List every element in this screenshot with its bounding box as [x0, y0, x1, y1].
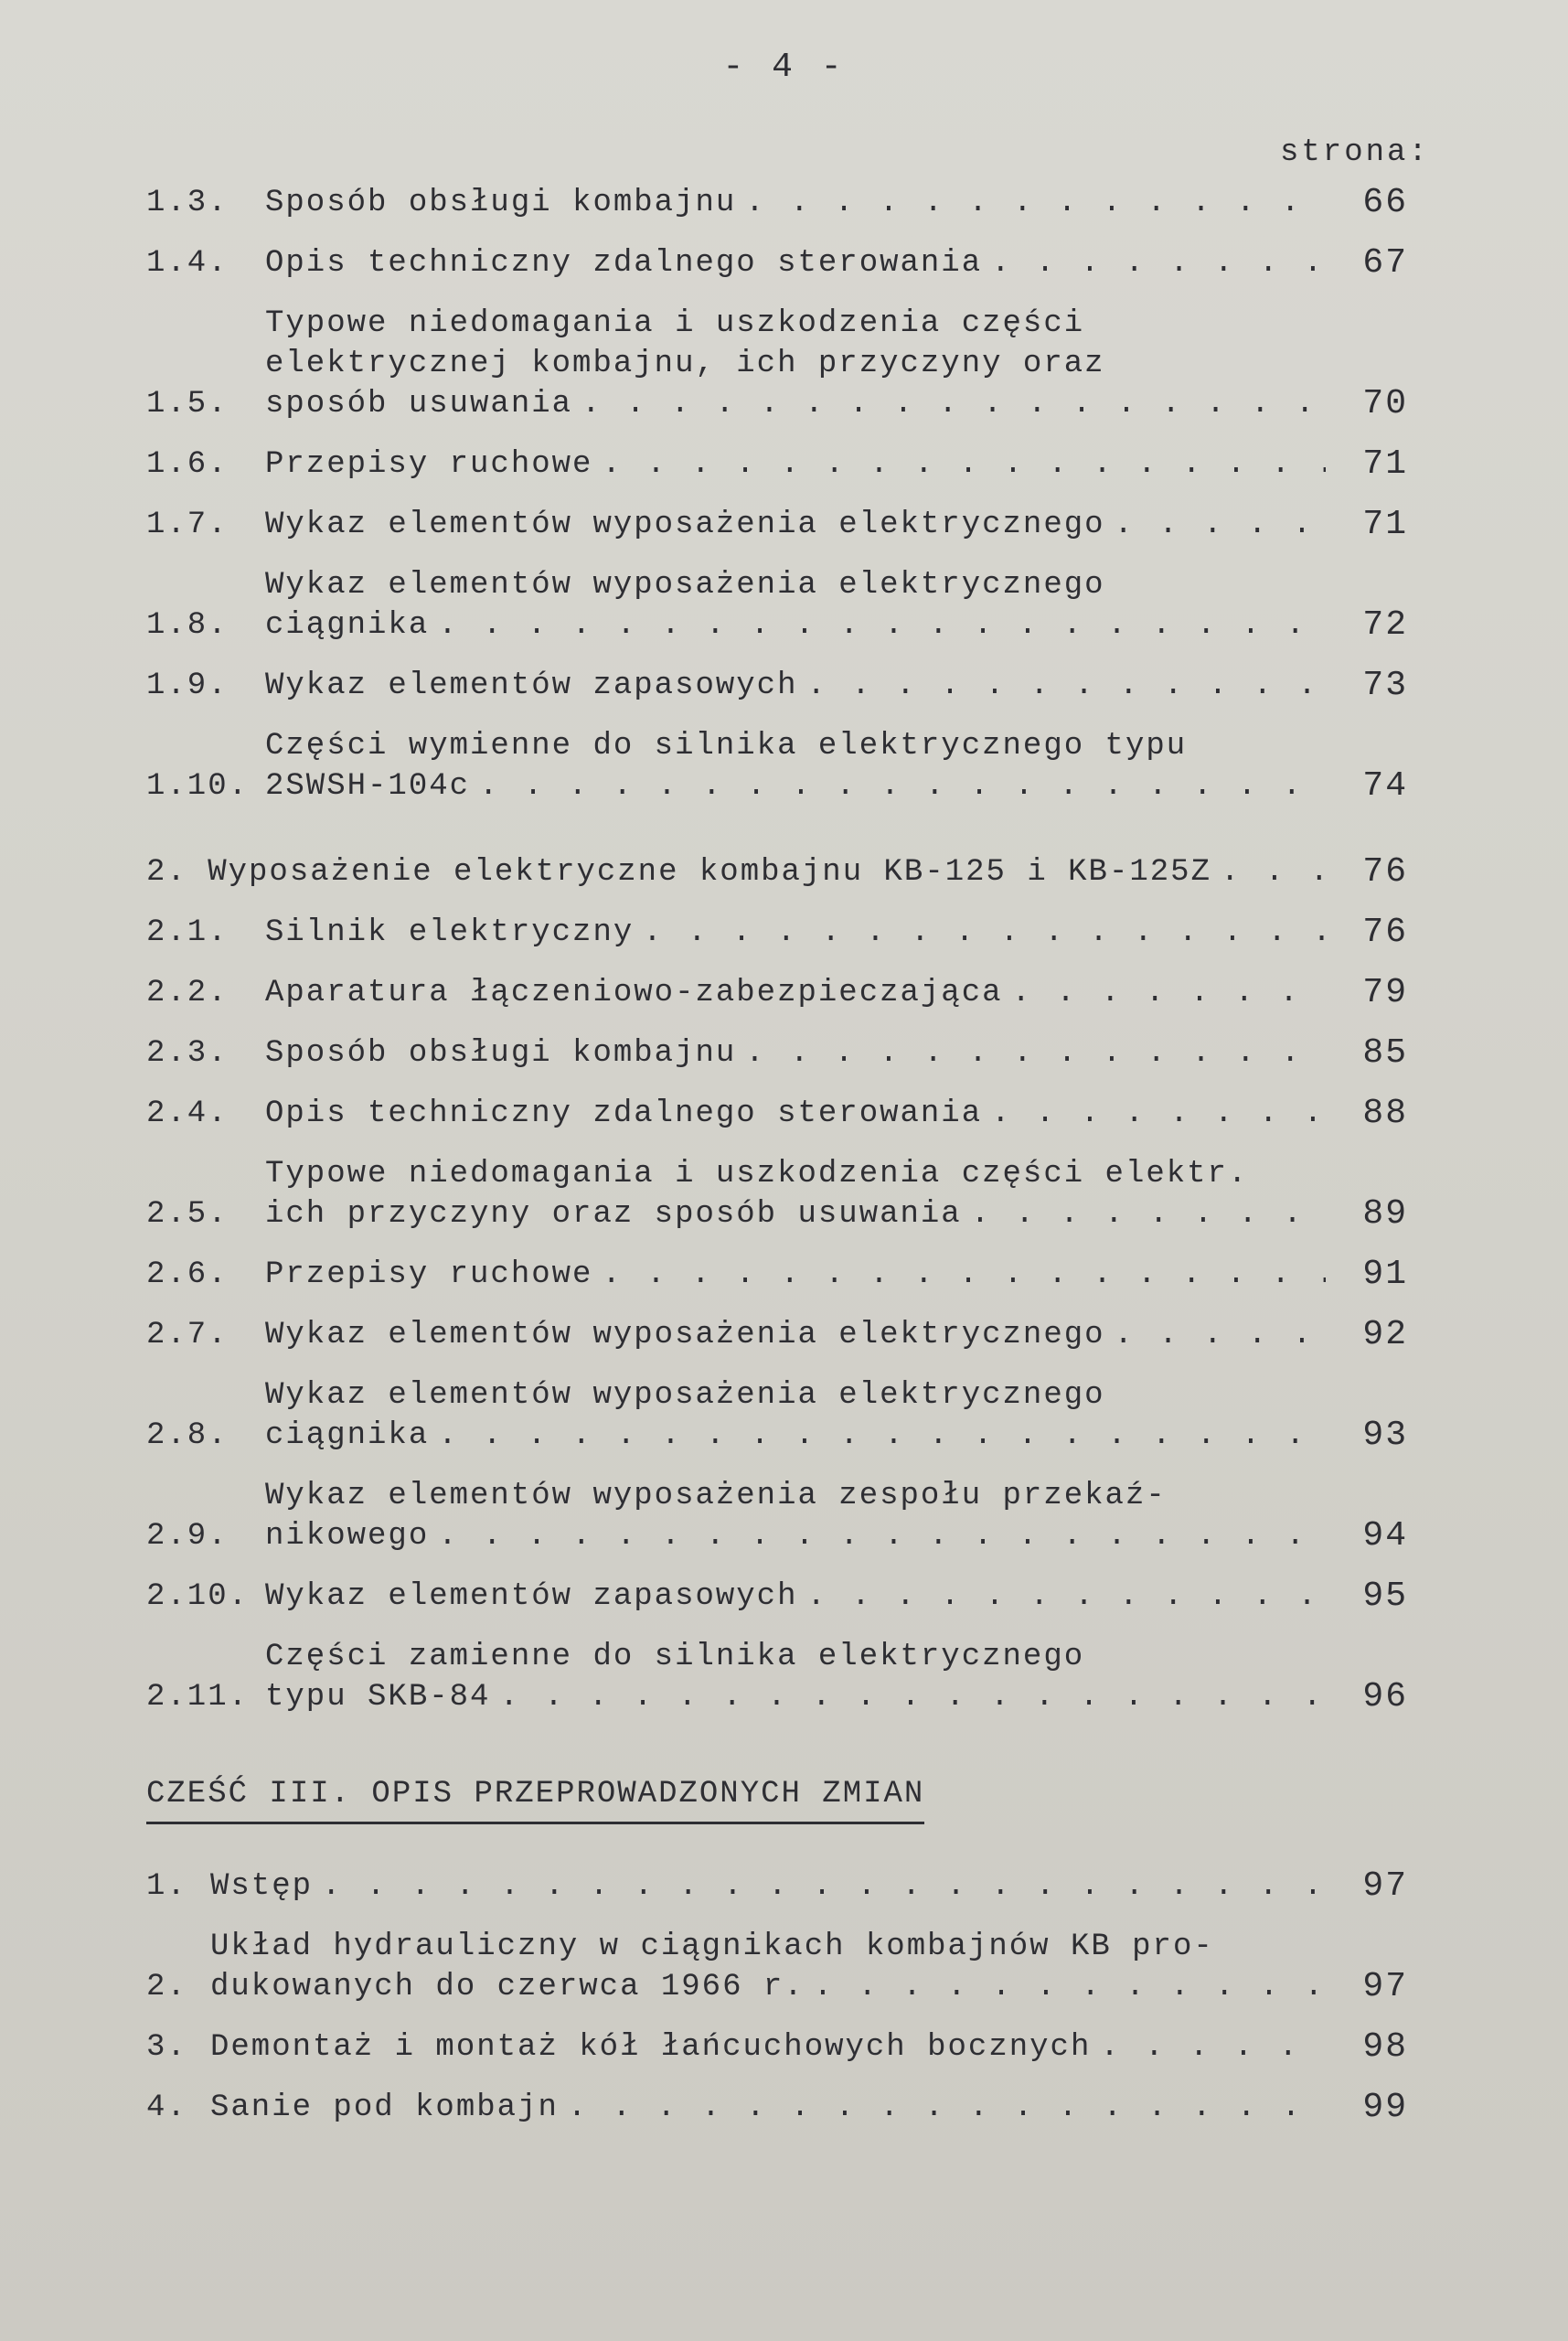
toc-entry-page: 92 — [1362, 1315, 1408, 1354]
toc-entry — [146, 1315, 1408, 1355]
toc-entry — [146, 1476, 1408, 1556]
dot-leader — [602, 1255, 1326, 1295]
toc-entry-number: 2.7. — [146, 1318, 229, 1352]
toc-entry — [146, 2027, 1408, 2068]
dot-leader — [1100, 2027, 1326, 2068]
toc-entry — [146, 666, 1408, 706]
page-number: - 4 - — [722, 48, 846, 87]
toc-entry-text: Demontaż i montaż kół łańcuchowych bocznych — [210, 2030, 1092, 2065]
toc-entry — [146, 505, 1408, 545]
toc-entry — [146, 1375, 1408, 1456]
toc-entry-page: 96 — [1362, 1677, 1408, 1716]
toc-entry-number: 1.4. — [146, 246, 229, 281]
toc-entry-number: 2.9. — [146, 1519, 229, 1554]
dot-leader — [581, 384, 1326, 424]
toc-entry-line: Wykaz elementów wyposażenia elektrycznego — [265, 1378, 1105, 1413]
toc-entry-text: Wykaz elementów wyposażenia elektrycznego — [265, 508, 1105, 542]
dot-leader — [807, 1577, 1327, 1617]
toc-entry-number: 2.8. — [146, 1418, 229, 1453]
toc-entry-number: 2. — [146, 1970, 187, 2004]
toc-entry-page: 85 — [1362, 1033, 1408, 1073]
toc-entry — [146, 565, 1408, 646]
part-3-title: CZEŚĆ III. OPIS PRZEPROWADZONYCH ZMIAN — [146, 1774, 924, 1824]
toc-entry-page: 67 — [1362, 243, 1408, 283]
toc-entry-text: ciągnika — [265, 608, 430, 643]
toc-entry-text: dukowanych do czerwca 1966 r. — [210, 1970, 805, 2004]
dot-leader — [814, 1967, 1326, 2007]
toc-entry-text: ciągnika — [265, 1418, 430, 1453]
toc-entry-text: Aparatura łączeniowo-zabezpieczająca — [265, 976, 1003, 1010]
dot-leader — [807, 666, 1327, 706]
toc-entry-text: Opis techniczny zdalnego sterowania — [265, 1096, 983, 1131]
toc-entry-number: 1.3. — [146, 186, 229, 220]
dot-leader — [971, 1194, 1326, 1235]
toc-entry — [146, 973, 1408, 1013]
toc-entry-line: Typowe niedomagania i uszkodzenia części — [265, 306, 1085, 341]
section-gap — [146, 827, 1408, 852]
dot-leader — [1221, 852, 1326, 893]
toc-entry-page: 71 — [1362, 505, 1408, 544]
toc-entry — [146, 1866, 1408, 1907]
toc-entry-text: typu SKB-84 — [265, 1680, 491, 1715]
toc-entry — [146, 243, 1408, 283]
toc-entry-line: Części wymienne do silnika elektrycznego typu — [265, 729, 1188, 764]
toc-entry-number: 2.3. — [146, 1036, 229, 1071]
toc-entry-page: 91 — [1362, 1255, 1408, 1294]
dot-leader — [745, 183, 1326, 223]
toc-entry-number: 1.10. — [146, 769, 250, 804]
toc-entry-number: 3. — [146, 2030, 187, 2065]
dot-leader — [1115, 1315, 1326, 1355]
toc-entry-line: Typowe niedomagania i uszkodzenia części elektr. — [265, 1157, 1249, 1192]
toc-entry-page: 72 — [1362, 605, 1408, 645]
toc-entry-page: 88 — [1362, 1094, 1408, 1133]
dot-leader — [438, 605, 1326, 646]
toc-entry-number: 2.4. — [146, 1096, 229, 1131]
dot-leader — [322, 1866, 1326, 1907]
toc-entry-page: 98 — [1362, 2027, 1408, 2067]
dot-leader — [643, 913, 1326, 953]
toc-entry-number: 1.6. — [146, 447, 229, 482]
toc-entry-text: Wykaz elementów wyposażenia elektrycznego — [265, 1318, 1105, 1352]
dot-leader — [438, 1516, 1326, 1556]
table-of-contents — [146, 183, 1408, 2148]
toc-entry-number: 2.2. — [146, 976, 229, 1010]
toc-entry — [146, 1577, 1408, 1617]
toc-section-2 — [146, 913, 1408, 1717]
toc-entry-text: nikowego — [265, 1519, 430, 1554]
toc-entry-number: 2.6. — [146, 1257, 229, 1292]
toc-entry-page: 66 — [1362, 183, 1408, 222]
toc-entry — [146, 183, 1408, 223]
toc-entry-text: Przepisy ruchowe — [265, 447, 593, 482]
toc-entry-text: Silnik elektryczny — [265, 915, 635, 950]
toc-entry-text: Wykaz elementów zapasowych — [265, 668, 798, 703]
toc-entry-line: elektrycznej kombajnu, ich przyczyny oraz — [265, 347, 1105, 381]
toc-section-3 — [146, 1866, 1408, 2128]
toc-entry — [146, 1255, 1408, 1295]
toc-entry-line: Części zamienne do silnika elektrycznego — [265, 1640, 1085, 1674]
toc-entry-text: Wykaz elementów zapasowych — [265, 1579, 798, 1614]
toc-entry-page: 97 — [1362, 1967, 1408, 2006]
toc-entry-number: 1.9. — [146, 668, 229, 703]
toc-entry-text: Sanie pod kombajn — [210, 2090, 559, 2125]
toc-entry-number: 1. — [146, 1869, 187, 1904]
toc-entry-number: 1.8. — [146, 608, 229, 643]
toc-entry — [146, 444, 1408, 485]
toc-entry-page: 74 — [1362, 766, 1408, 806]
toc-entry-number: 2.10. — [146, 1579, 250, 1614]
toc-entry-text: 2. Wyposażenie elektryczne kombajnu KB-125 i KB-125Z — [146, 855, 1211, 890]
toc-entry — [146, 2088, 1408, 2128]
toc-entry-number: 4. — [146, 2090, 187, 2125]
dot-leader — [745, 1033, 1326, 1074]
toc-entry-number: 2.11. — [146, 1680, 250, 1715]
toc-entry — [146, 1637, 1408, 1717]
toc-section-2-heading — [146, 852, 1408, 893]
toc-entry-text: Przepisy ruchowe — [265, 1257, 593, 1292]
toc-entry-page: 93 — [1362, 1416, 1408, 1455]
toc-entry-line: Wykaz elementów wyposażenia zespołu przekaź- — [265, 1479, 1167, 1513]
dot-leader — [438, 1416, 1326, 1456]
toc-entry-page: 95 — [1362, 1577, 1408, 1616]
toc-entry-page: 89 — [1362, 1194, 1408, 1234]
toc-entry-number: 1.7. — [146, 508, 229, 542]
toc-entry-page: 97 — [1362, 1866, 1408, 1906]
toc-entry-text: Sposób obsługi kombajnu — [265, 1036, 737, 1071]
toc-entry-text: Opis techniczny zdalnego sterowania — [265, 246, 983, 281]
toc-entry — [146, 913, 1408, 953]
toc-entry — [146, 1154, 1408, 1235]
toc-entry-text: sposób usuwania — [265, 387, 573, 422]
toc-entry — [146, 726, 1408, 807]
toc-entry-page: 76 — [1362, 913, 1408, 952]
toc-entry-page: 73 — [1362, 666, 1408, 705]
dot-leader — [479, 766, 1326, 807]
toc-entry-text: Sposób obsługi kombajnu — [265, 186, 737, 220]
dot-leader — [991, 1094, 1326, 1134]
toc-entry — [146, 1033, 1408, 1074]
toc-entry-text: Wstęp — [210, 1869, 314, 1904]
dot-leader — [1012, 973, 1326, 1013]
toc-entry-page: 70 — [1362, 384, 1408, 423]
toc-entry-text: ich przyczyny oraz sposób usuwania — [265, 1197, 962, 1232]
toc-entry — [146, 1927, 1408, 2007]
column-header-strona: strona: — [1280, 135, 1430, 170]
dot-leader — [991, 243, 1326, 283]
toc-entry-line: Wykaz elementów wyposażenia elektrycznego — [265, 568, 1105, 603]
toc-entry-line: Układ hydrauliczny w ciągnikach kombajnów KB pro- — [210, 1929, 1214, 1964]
toc-entry-page: 79 — [1362, 973, 1408, 1012]
toc-entry-page: 94 — [1362, 1516, 1408, 1555]
dot-leader — [1115, 505, 1326, 545]
toc-entry-page: 99 — [1362, 2088, 1408, 2127]
toc-entry-number: 1.5. — [146, 387, 229, 422]
toc-entry — [146, 304, 1408, 424]
toc-entry-page: 76 — [1362, 852, 1408, 892]
toc-entry-page: 71 — [1362, 444, 1408, 484]
toc-entry-text: 2SWSH-104c — [265, 769, 471, 804]
toc-section-1 — [146, 183, 1408, 807]
toc-entry-number: 2.1. — [146, 915, 229, 950]
dot-leader — [568, 2088, 1326, 2128]
toc-entry-number: 2.5. — [146, 1197, 229, 1232]
toc-entry — [146, 1094, 1408, 1134]
dot-leader — [602, 444, 1326, 485]
dot-leader — [499, 1677, 1326, 1717]
